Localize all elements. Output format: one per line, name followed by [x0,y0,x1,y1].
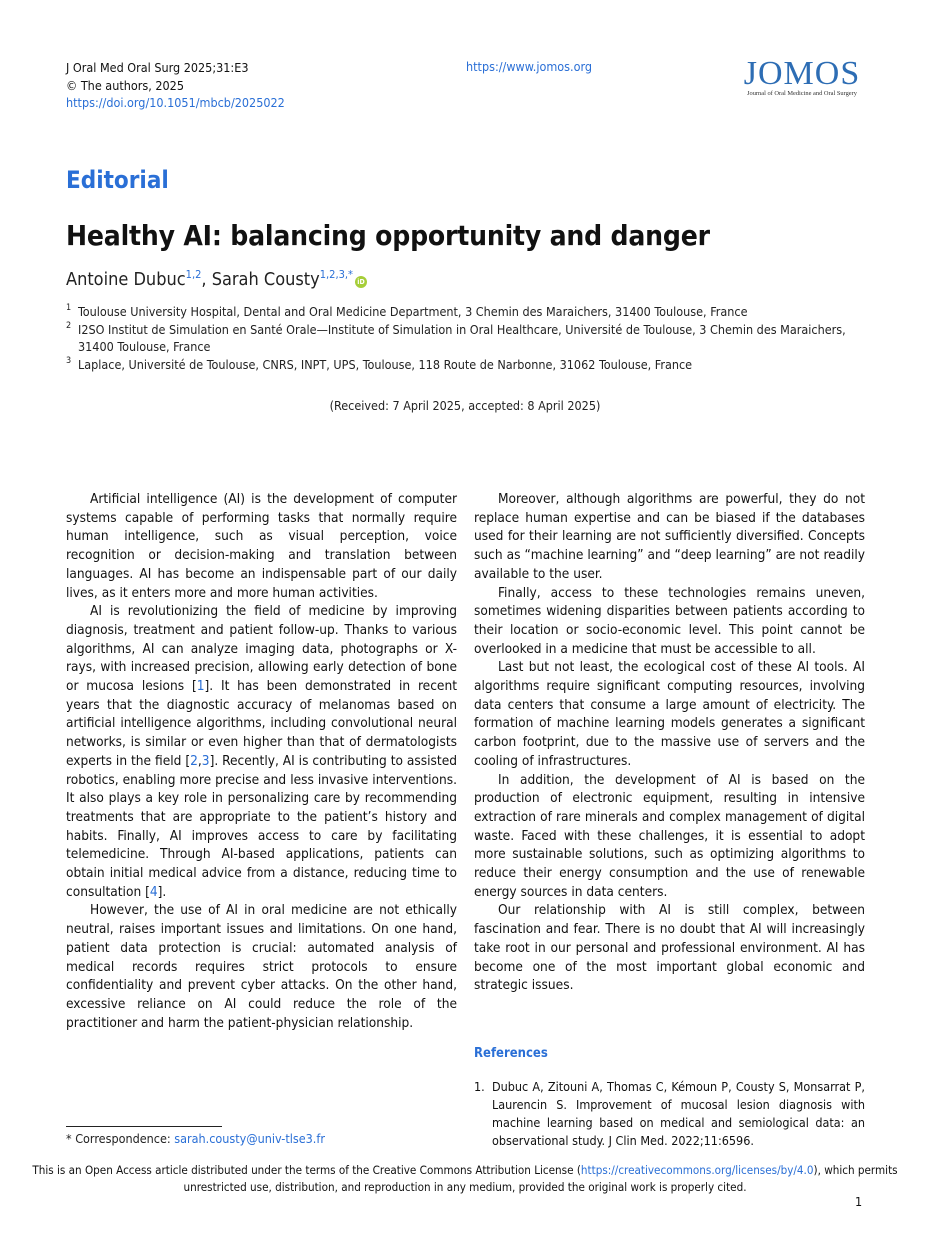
author-affiliation-marks[interactable]: 1,2 [185,268,202,281]
correspondence-email-link[interactable]: sarah.cousty@univ-tlse3.fr [174,1131,325,1146]
journal-logo [738,55,866,98]
citation-link[interactable]: 3 [201,752,210,769]
paragraph: Moreover, although algorithms are powerful, they do not replace human expertise and can be biased if the databases used for their learning are not sufficiently diversified. Concepts such as “machine learning” and “deep learning” are not readily available to the user. [474,491,865,582]
paragraph [66,602,457,901]
references-heading: References [474,1046,548,1061]
body-column-right [474,490,865,995]
text-run: ]. It has been demonstrated in recent years that the diagnostic accuracy of melanomas based on artificial intelligence algorithms, including convolutional neural networks, is similar or even higher than that of dermatologists experts in the field [ [66,678,457,769]
author-affiliation-marks[interactable]: 1,2,3,* [319,268,353,281]
affiliation-text: Laplace, Université de Toulouse, CNRS, INPT, UPS, Toulouse, 118 Route de Narbonne, 31062 Toulouse, France [78,356,693,372]
reference-item [474,1078,865,1150]
reference-text: Dubuc A, Zitouni A, Thomas C, Kémoun P, Cousty S, Monsarrat P, Laurencin S. Improvement of mucosal lesion diagnosis with machine learning based on medical and semiological data: an observational study. J Clin Med. 2022;11:6596. [492,1079,865,1148]
journal-site-link[interactable]: https://www.jomos.org [466,59,593,74]
affiliation-text: I2SO Institut de Simulation en Santé Orale—Institute of Simulation in Oral Healthcare, Université de Toulouse, 3 Chemin des Maraichers, 31400 Toulouse, France [78,321,846,354]
page-number: 1 [855,1194,863,1209]
received-dates: (Received: 7 April 2025, accepted: 8 April 2025) [329,398,601,413]
citation-link[interactable]: 2 [190,752,198,769]
affiliation-item [66,303,856,321]
copyright-line: © The authors, 2025 [66,77,184,93]
journal-header [66,59,285,112]
paragraph: However, the use of AI in oral medicine are not ethically neutral, raises important issues and limitations. On one hand, patient data protection is crucial: automated analysis of medical records requires strict protocols to ensure confidentiality and prevent cyber attacks. On the other hand, excessive reliance on AI could reduce the role of the practitioner and harm the patient-physician relationship. [66,902,457,1031]
affiliation-text: Toulouse University Hospital, Dental and Oral Medicine Department, 3 Chemin des Maraichers, 31400 Toulouse, France [78,304,748,319]
affiliation-number: 1 [66,303,72,313]
text-run: ), which permits [813,1163,898,1177]
text-run: AI is revolutionizing the field of medicine by improving diagnosis, treatment and patient follow-up. Thanks to various algorithms, AI can analyze imaging data, photographs or X-rays, with increased precision, allowing early detection of bone or mucosa lesions [ [66,603,457,695]
footnote-label: * Correspondence: [66,1131,175,1146]
text-run: ]. Recently, AI is contributing to assisted robotics, enabling more precise and less invasive interventions. It also plays a key role in personalizing care by recommending treatments that are appropriate to the patient’s history and habits. Finally, AI improves access to care by facilitating telemedicine. Through AI-based applications, patients can obtain initial medical advice from a distance, reducing time to consultation [ [66,752,457,900]
paragraph: Finally, access to these technologies remains uneven, sometimes widening disparities between patients according to their location or socio-economic level. This point cannot be overlooked in a medicine that must be accessible to all. [474,584,865,657]
paragraph: In addition, the development of AI is based on the production of electronic equipment, resulting in intensive extraction of rare minerals and complex management of digital waste. Faced with these challenges, it is essential to adopt more sustainable solutions, such as optimizing algorithms to reduce their energy consumption and the use of renewable energy sources in data centers. [474,771,865,900]
paragraph: Last but not least, the ecological cost of these AI tools. AI algorithms require significant computing resources, involving data centers that consume a large amount of electricity. The formation of machine learning models generates a significant carbon footprint, due to the massive use of servers and the cooling of infrastructures. [474,659,865,769]
doi-link[interactable]: https://doi.org/10.1051/mbcb/2025022 [66,95,285,110]
body-column-left [66,490,457,1032]
author-list: Antoine Dubuc$^{1,2}$, Sarah Cousty$^{1,2,3,*}$iD [66,268,367,290]
affiliation-number: 2 [66,320,72,331]
section-label: Editorial [66,166,169,194]
author-name: Sarah Cousty [211,269,320,290]
reference-list [474,1078,865,1150]
affiliation-item [66,321,856,356]
license-notice [0,1162,930,1196]
text-run: , [197,752,202,769]
citation-link[interactable]: 4 [149,883,158,900]
affiliations [66,303,856,373]
license-line: unrestricted use, distribution, and reproduction in any medium, provided the original work is properly cited. [183,1180,747,1194]
author-name: Antoine Dubuc [66,269,186,290]
affiliation-item [66,356,856,374]
text-run: ]. [157,883,167,900]
correspondence-footnote [66,1131,325,1146]
text-run: This is an Open Access article distributed under the terms of the Creative Commons Attribution License ( [32,1163,581,1177]
citation-link[interactable]: 1 [196,678,205,695]
article-title: Healthy AI: balancing opportunity and danger [66,219,710,252]
logo-wordmark: JOMOS [743,55,861,92]
license-link[interactable]: https://creativecommons.org/licenses/by/4.0 [580,1163,814,1177]
orcid-icon[interactable]: iD [355,276,367,288]
journal-citation: J Oral Med Oral Surg 2025;31:E3 [66,60,249,75]
logo-subtitle: Journal of Oral Medicine and Oral Surgery [747,90,857,97]
paragraph: Artificial intelligence (AI) is the development of computer systems capable of performing tasks that normally require human intelligence, such as visual perception, voice recognition or decision-making and translation between languages. AI has become an indispensable part of our daily lives, as it enters more and more human activities. [66,491,457,601]
reference-number: 1. [474,1079,485,1094]
footnote-rule [66,1126,222,1127]
affiliation-number: 3 [66,355,72,366]
paragraph: Our relationship with AI is still complex, between fascination and fear. There is no doubt that AI will increasingly take root in our personal and professional environment. AI has become one of the most important global economic and strategic issues. [474,902,865,994]
license-line [0,1162,930,1179]
